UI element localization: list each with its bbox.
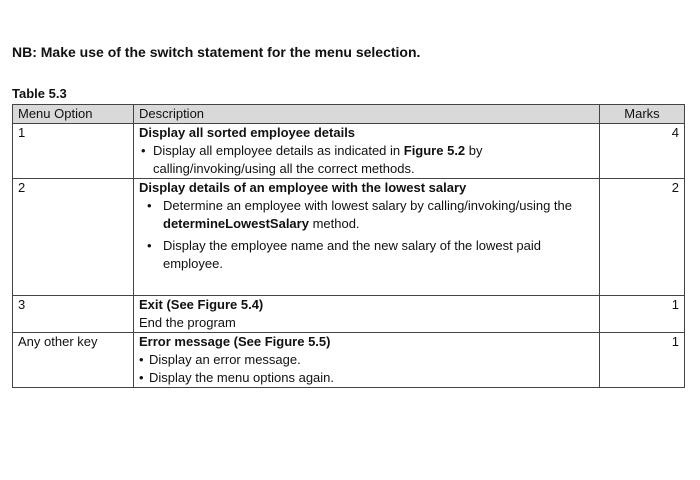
table-row <box>13 179 685 296</box>
menu-option-cell: 2 <box>13 179 134 296</box>
bullet-item <box>139 351 594 369</box>
note-text: NB: Make use of the switch statement for the menu selection. <box>12 44 421 60</box>
bullet-text: Display an error message. <box>149 352 301 367</box>
description-bullets <box>139 142 594 178</box>
bullet-item <box>139 142 594 178</box>
description-bullets <box>139 197 594 273</box>
description-bullets <box>139 351 594 387</box>
marks-cell: 1 <box>600 296 685 333</box>
bullet-item <box>139 237 594 273</box>
description-title: Error message (See Figure 5.5) <box>139 334 331 349</box>
bullet-text: Display the employee name and the new salary of the lowest paid employee. <box>163 238 541 271</box>
marks-cell: 1 <box>600 333 685 388</box>
bullet-item <box>139 197 594 233</box>
bullet-bold-text: Figure 5.2 <box>403 143 466 158</box>
bullet-text: Determine an employee with lowest salary by calling/invoking/using the <box>163 198 572 213</box>
menu-option-cell: 3 <box>13 296 134 333</box>
header-marks: Marks <box>600 105 685 124</box>
description-title: Display all sorted employee details <box>139 125 356 140</box>
description-line: End the program <box>139 315 236 330</box>
header-description: Description <box>134 105 600 124</box>
marks-cell: 2 <box>600 179 685 296</box>
bullet-text: Display the menu options again. <box>149 370 335 385</box>
description-title: Exit (See Figure 5.4) <box>139 297 264 312</box>
bullet-text: method. <box>308 216 360 231</box>
description-title: Display details of an employee with the lowest salary <box>139 180 467 195</box>
table-row <box>13 124 685 179</box>
table-caption: Table 5.3 <box>12 86 67 101</box>
table-row <box>13 333 685 388</box>
description-cell <box>134 296 600 333</box>
bullet-text: Display all employee details as indicated in <box>153 143 404 158</box>
table-header-row <box>13 105 685 124</box>
bullet-bold-text: determineLowestSalary <box>163 216 309 231</box>
table-row <box>13 296 685 333</box>
menu-option-cell: Any other key <box>13 333 134 388</box>
bullet-item <box>139 369 594 387</box>
menu-option-cell: 1 <box>13 124 134 179</box>
description-cell <box>134 179 600 296</box>
bullet-text: by calling/invoking/using all the correct methods. <box>153 143 483 176</box>
header-menu-option: Menu Option <box>13 105 134 124</box>
marks-cell: 4 <box>600 124 685 179</box>
description-cell <box>134 333 600 388</box>
menu-options-table <box>12 104 685 388</box>
description-cell <box>134 124 600 179</box>
